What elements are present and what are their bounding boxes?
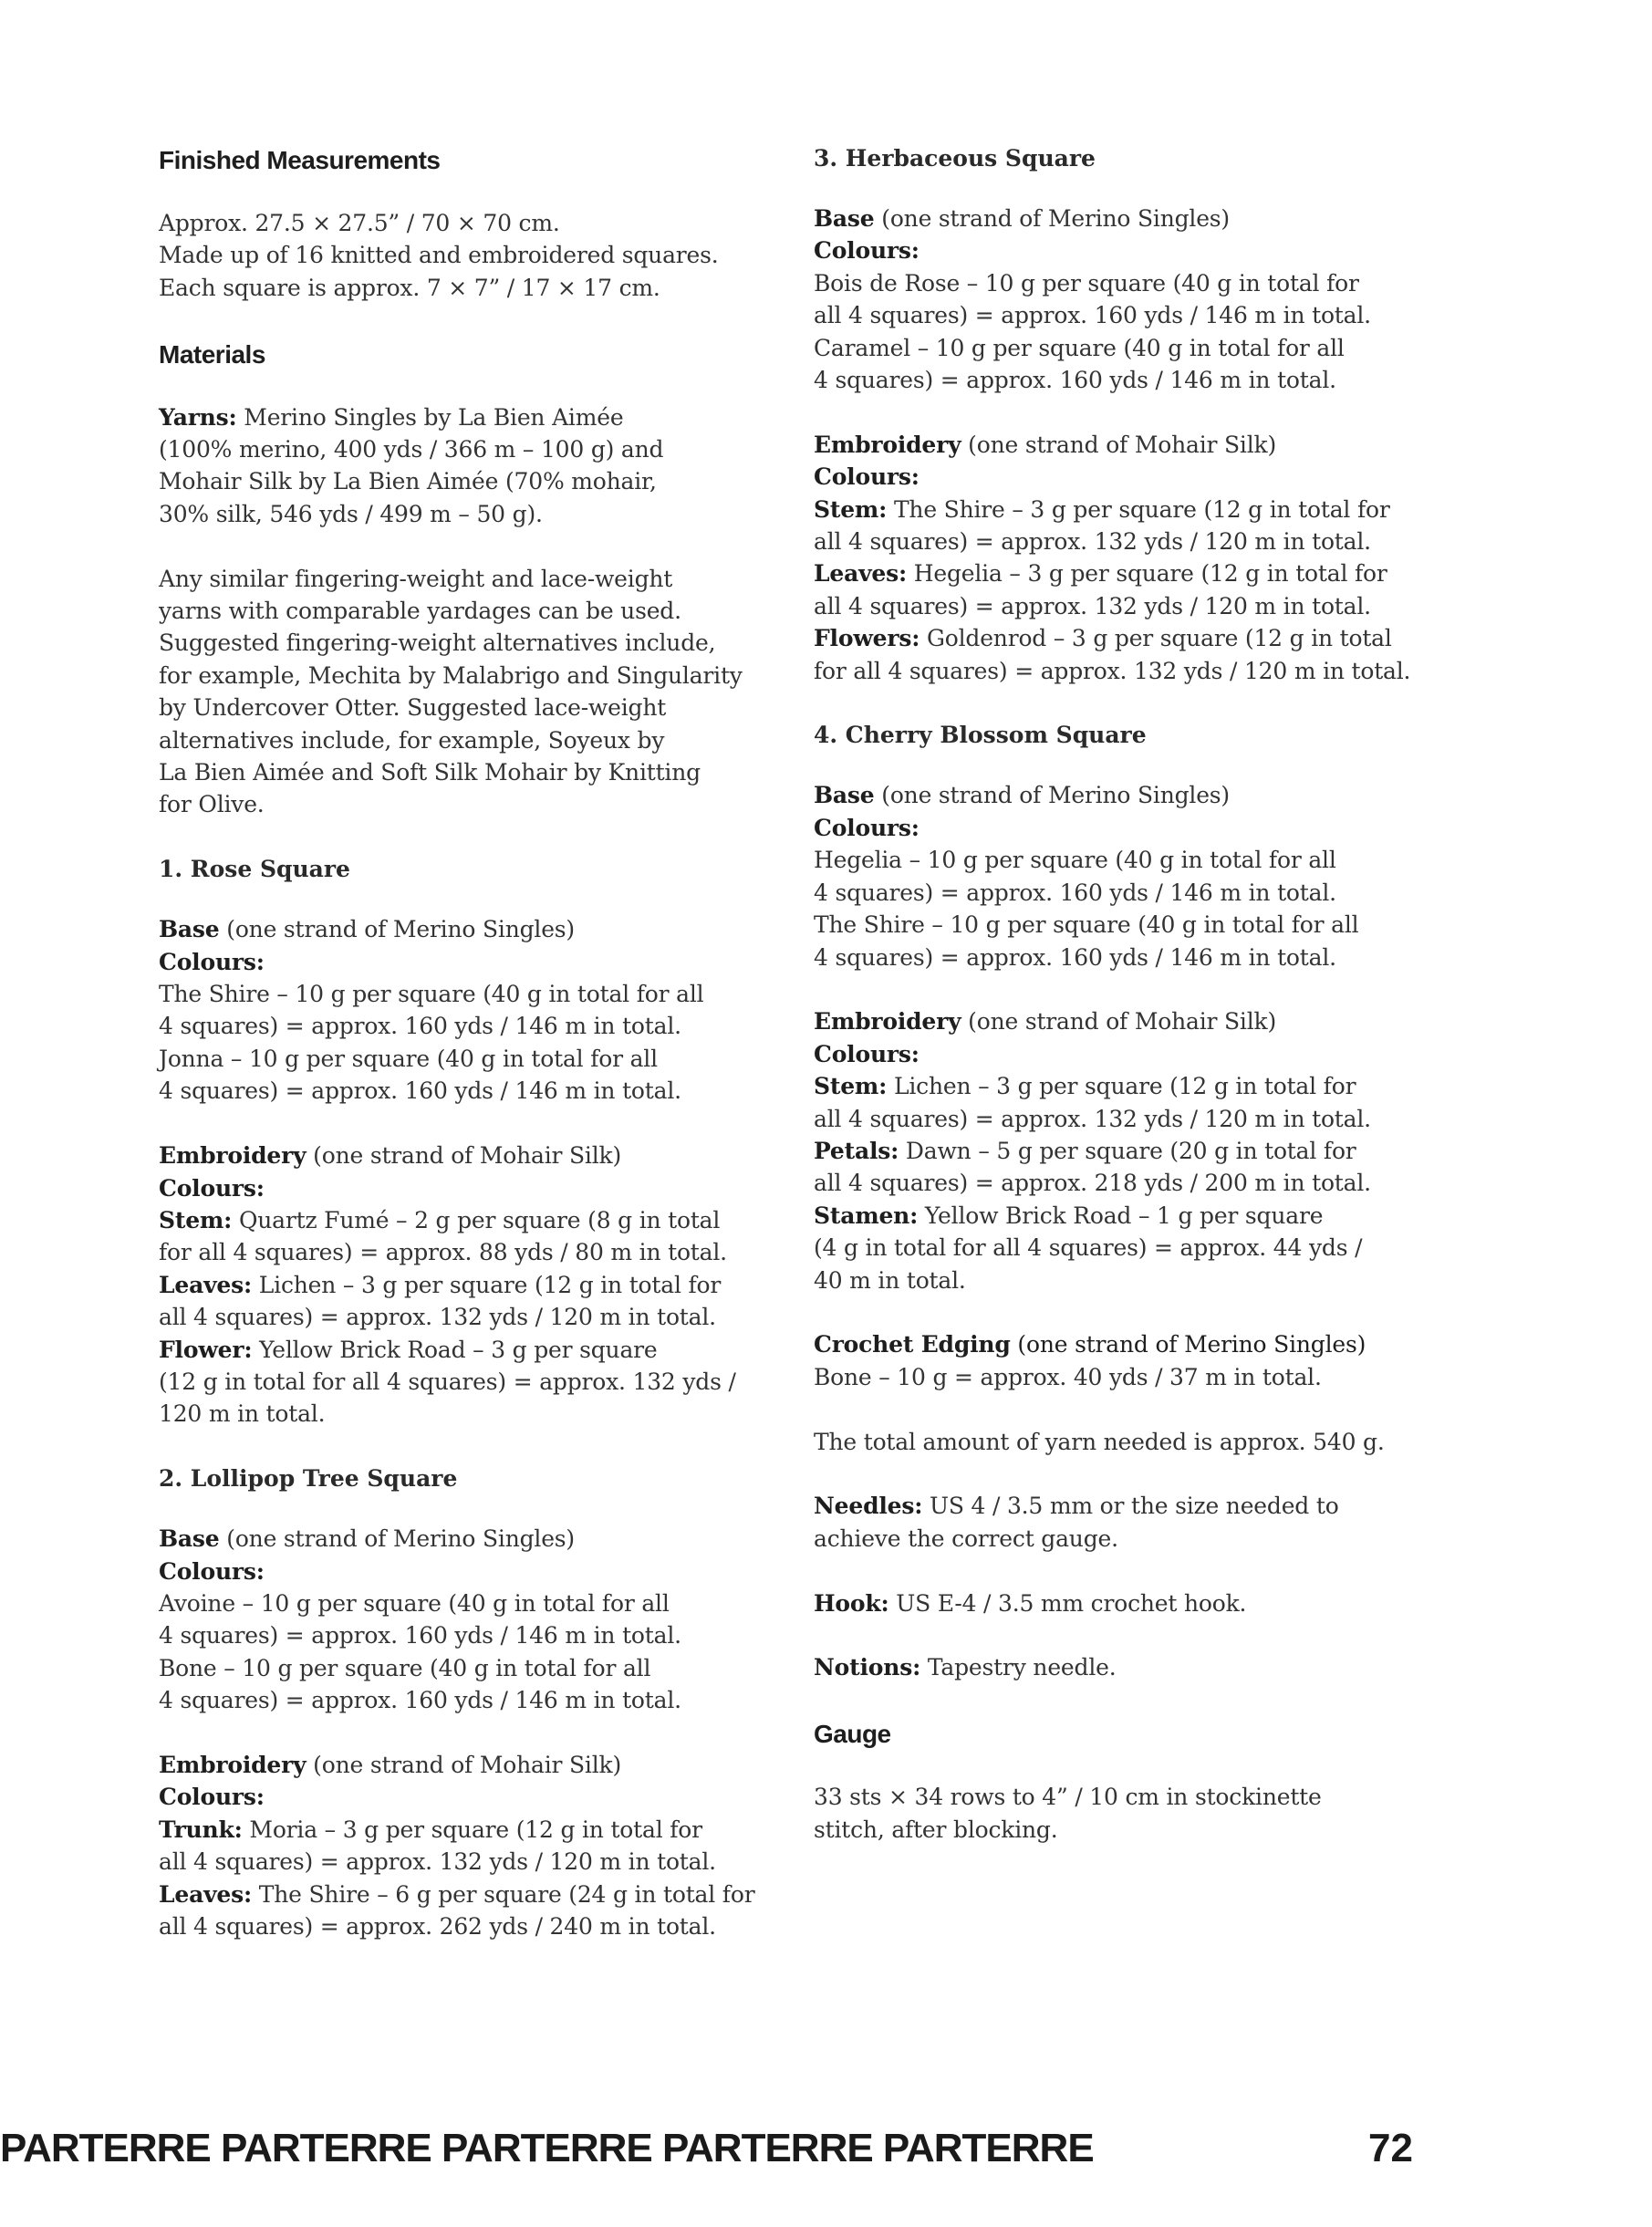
embroidery-label: Embroidery: [159, 1751, 307, 1778]
text-line: 30% silk, 546 yds / 499 m – 50 g).: [159, 500, 543, 527]
text-line: Approx. 27.5 × 27.5” / 70 × 70 cm.: [159, 210, 560, 236]
text-line: Moria – 3 g per square (12 g in total for: [242, 1816, 702, 1843]
text-line: 33 sts × 34 rows to 4” / 10 cm in stockinette: [814, 1784, 1322, 1811]
needles-section: [814, 1490, 1397, 1555]
base-label: Base: [159, 1525, 220, 1553]
text-line: Lichen – 3 g per square (12 g in total for: [252, 1271, 722, 1298]
colours-label: Colours:: [159, 1174, 265, 1202]
notions-label: Notions:: [814, 1654, 921, 1681]
crochet-edging-section: [814, 1328, 1397, 1393]
colours-label: Colours:: [159, 1784, 265, 1811]
stem-label: Stem:: [814, 495, 888, 523]
hook-section: [814, 1587, 1397, 1619]
colours-label: Colours:: [814, 237, 920, 265]
text-line: Caramel – 10 g per square (40 g in total for all: [814, 334, 1345, 361]
base-desc: (one strand of Merino Singles): [219, 1525, 575, 1553]
colours-label: Colours:: [814, 814, 920, 841]
embroidery-desc: (one strand of Mohair Silk): [961, 431, 1277, 458]
notions-section: [814, 1651, 1397, 1683]
text-line: Suggested fingering-weight alternatives include,: [159, 630, 716, 657]
text-line: Bone – 10 g per square (40 g in total for all: [159, 1654, 651, 1681]
colours-label: Colours:: [814, 1040, 920, 1067]
text-line: for Olive.: [159, 791, 265, 818]
text-line: 4 squares) = approx. 160 yds / 146 m in total.: [814, 367, 1336, 394]
base-label: Base: [814, 205, 875, 232]
text-line: all 4 squares) = approx. 132 yds / 120 m in total.: [159, 1848, 716, 1876]
text-line: 4 squares) = approx. 160 yds / 146 m in total.: [159, 1687, 681, 1714]
gauge-text: [814, 1781, 1397, 1846]
colours-label: Colours:: [159, 1557, 265, 1585]
finished-measurements-heading: Finished Measurements: [159, 146, 441, 174]
text-line: La Bien Aimée and Soft Silk Mohair by Knitting: [159, 759, 701, 786]
base-desc: (one strand of Merino Singles): [874, 205, 1230, 232]
embroidery-label: Embroidery: [814, 1008, 961, 1035]
herbaceous-base-section: [814, 203, 1397, 396]
text-line: by Undercover Otter. Suggested lace-weight: [159, 694, 667, 722]
text-line: US 4 / 3.5 mm or the size needed to: [922, 1493, 1339, 1520]
text-line: Mohair Silk by La Bien Aimée (70% mohair,: [159, 468, 657, 495]
text-line: Quartz Fumé – 2 g per square (8 g in total: [232, 1206, 721, 1233]
embroidery-label: Embroidery: [814, 431, 961, 458]
text-line: Made up of 16 knitted and embroidered squares.: [159, 242, 719, 269]
colours-label: Colours:: [814, 463, 920, 491]
gauge-heading: Gauge: [814, 1720, 891, 1749]
text-line: yarns with comparable yardages can be used.: [159, 598, 681, 625]
rose-base-section: [159, 913, 743, 1107]
text-line: Jonna – 10 g per square (40 g in total for all: [159, 1045, 658, 1072]
text-line: 40 m in total.: [814, 1266, 966, 1294]
text-line: Hegelia – 3 g per square (12 g in total for: [907, 560, 1387, 588]
base-desc: (one strand of Merino Singles): [219, 916, 575, 943]
text-line: 4 squares) = approx. 160 yds / 146 m in total.: [159, 1077, 681, 1105]
base-label: Base: [814, 782, 875, 809]
lollipop-base-section: [159, 1523, 743, 1716]
text-line: stitch, after blocking.: [814, 1816, 1058, 1843]
text-line: all 4 squares) = approx. 132 yds / 120 m in total.: [814, 1105, 1371, 1132]
text-line: 4 squares) = approx. 160 yds / 146 m in total.: [814, 879, 1336, 906]
cherry-embroidery-section: [814, 1005, 1397, 1296]
alternatives-text: [159, 563, 743, 821]
cherry-base-section: [814, 779, 1397, 973]
total-yarn-text: [814, 1426, 1397, 1458]
text-line: 4 squares) = approx. 160 yds / 146 m in total.: [159, 1013, 681, 1040]
leaves-label: Leaves:: [814, 560, 908, 588]
rose-embroidery-section: [159, 1140, 743, 1431]
text-line: (12 g in total for all 4 squares) = approx. 132 yds /: [159, 1368, 736, 1395]
page-number: 72: [1368, 2126, 1413, 2170]
text-line: Dawn – 5 g per square (20 g in total for: [899, 1137, 1356, 1164]
text-line: all 4 squares) = approx. 218 yds / 200 m in total.: [814, 1170, 1371, 1197]
embroidery-desc: (one strand of Mohair Silk): [306, 1142, 622, 1170]
text-line: (100% merino, 400 yds / 366 m – 100 g) and: [159, 436, 664, 463]
text-line: all 4 squares) = approx. 132 yds / 120 m in total.: [159, 1304, 716, 1331]
crochet-edging-label: Crochet Edging: [814, 1331, 1011, 1358]
herbaceous-square-heading: 3. Herbaceous Square: [814, 145, 1096, 172]
text-line: all 4 squares) = approx. 132 yds / 120 m in total.: [814, 528, 1371, 556]
text-line: Yellow Brick Road – 1 g per square: [918, 1202, 1324, 1229]
crochet-edging-desc: (one strand of Merino Singles): [1010, 1331, 1366, 1358]
right-column: [814, 142, 1411, 1878]
herbaceous-embroidery-section: [814, 429, 1411, 687]
text-line: 120 m in total.: [159, 1400, 326, 1428]
text-line: Avoine – 10 g per square (40 g in total for all: [159, 1589, 670, 1617]
trunk-label: Trunk:: [159, 1816, 243, 1843]
text-line: Each square is approx. 7 × 7” / 17 × 17 cm.: [159, 274, 660, 301]
text-line: Tapestry needle.: [920, 1654, 1117, 1681]
flower-label: Flower:: [159, 1336, 253, 1363]
text-line: Hegelia – 10 g per square (40 g in total for all: [814, 847, 1336, 874]
lollipop-square-heading: 2. Lollipop Tree Square: [159, 1465, 458, 1493]
petals-label: Petals:: [814, 1137, 899, 1164]
base-label: Base: [159, 916, 220, 943]
text-line: Any similar fingering-weight and lace-weight: [159, 565, 673, 592]
text-line: US E-4 / 3.5 mm crochet hook.: [888, 1589, 1247, 1617]
left-column: [159, 142, 755, 1975]
text-line: Yellow Brick Road – 3 g per square: [252, 1336, 658, 1363]
text-line: alternatives include, for example, Soyeux by: [159, 726, 665, 754]
stem-label: Stem:: [814, 1073, 888, 1100]
stamen-label: Stamen:: [814, 1202, 919, 1229]
text-line: The Shire – 10 g per square (40 g in total for all: [814, 911, 1359, 939]
text-line: all 4 squares) = approx. 262 yds / 240 m in total.: [159, 1913, 716, 1940]
colours-label: Colours:: [159, 948, 265, 975]
text-line: for all 4 squares) = approx. 132 yds / 120 m in total.: [814, 657, 1411, 684]
embroidery-label: Embroidery: [159, 1142, 307, 1170]
stem-label: Stem:: [159, 1206, 233, 1233]
text-line: The Shire – 3 g per square (12 g in total for: [887, 495, 1390, 523]
text-line: for example, Mechita by Malabrigo and Singularity: [159, 661, 743, 689]
text-line: Bone – 10 g = approx. 40 yds / 37 m in total.: [814, 1363, 1322, 1390]
lollipop-embroidery-section: [159, 1749, 755, 1942]
rose-square-heading: 1. Rose Square: [159, 856, 350, 883]
text-line: Merino Singles by La Bien Aimée: [236, 403, 624, 431]
footer-running-title: PARTERRE PARTERRE PARTERRE PARTERRE PARTERRE: [0, 2126, 1094, 2170]
text-line: (4 g in total for all 4 squares) = approx. 44 yds /: [814, 1234, 1363, 1262]
text-line: The total amount of yarn needed is approx. 540 g.: [814, 1428, 1385, 1455]
text-line: The Shire – 6 g per square (24 g in total for: [252, 1880, 755, 1908]
finished-measurements-text: [159, 207, 743, 304]
flowers-label: Flowers:: [814, 625, 920, 652]
text-line: all 4 squares) = approx. 160 yds / 146 m in total.: [814, 302, 1371, 329]
hook-label: Hook:: [814, 1589, 889, 1617]
text-line: Bois de Rose – 10 g per square (40 g in total for: [814, 269, 1359, 297]
base-desc: (one strand of Merino Singles): [874, 782, 1230, 809]
text-line: Lichen – 3 g per square (12 g in total for: [887, 1073, 1356, 1100]
cherry-blossom-square-heading: 4. Cherry Blossom Square: [814, 722, 1147, 749]
needles-label: Needles:: [814, 1493, 923, 1520]
yarns-label: Yarns:: [159, 403, 237, 431]
yarns-text: [159, 401, 743, 531]
text-line: Goldenrod – 3 g per square (12 g in total: [920, 625, 1392, 652]
leaves-label: Leaves:: [159, 1880, 253, 1908]
text-line: 4 squares) = approx. 160 yds / 146 m in total.: [814, 943, 1336, 971]
text-line: achieve the correct gauge.: [814, 1525, 1118, 1552]
text-line: all 4 squares) = approx. 132 yds / 120 m in total.: [814, 592, 1371, 619]
text-line: The Shire – 10 g per square (40 g in total for all: [159, 981, 704, 1008]
embroidery-desc: (one strand of Mohair Silk): [961, 1008, 1277, 1035]
leaves-label: Leaves:: [159, 1271, 253, 1298]
text-line: 4 squares) = approx. 160 yds / 146 m in total.: [159, 1622, 681, 1649]
materials-heading: Materials: [159, 339, 265, 369]
embroidery-desc: (one strand of Mohair Silk): [306, 1751, 622, 1778]
text-line: for all 4 squares) = approx. 88 yds / 80 m in total.: [159, 1239, 727, 1266]
